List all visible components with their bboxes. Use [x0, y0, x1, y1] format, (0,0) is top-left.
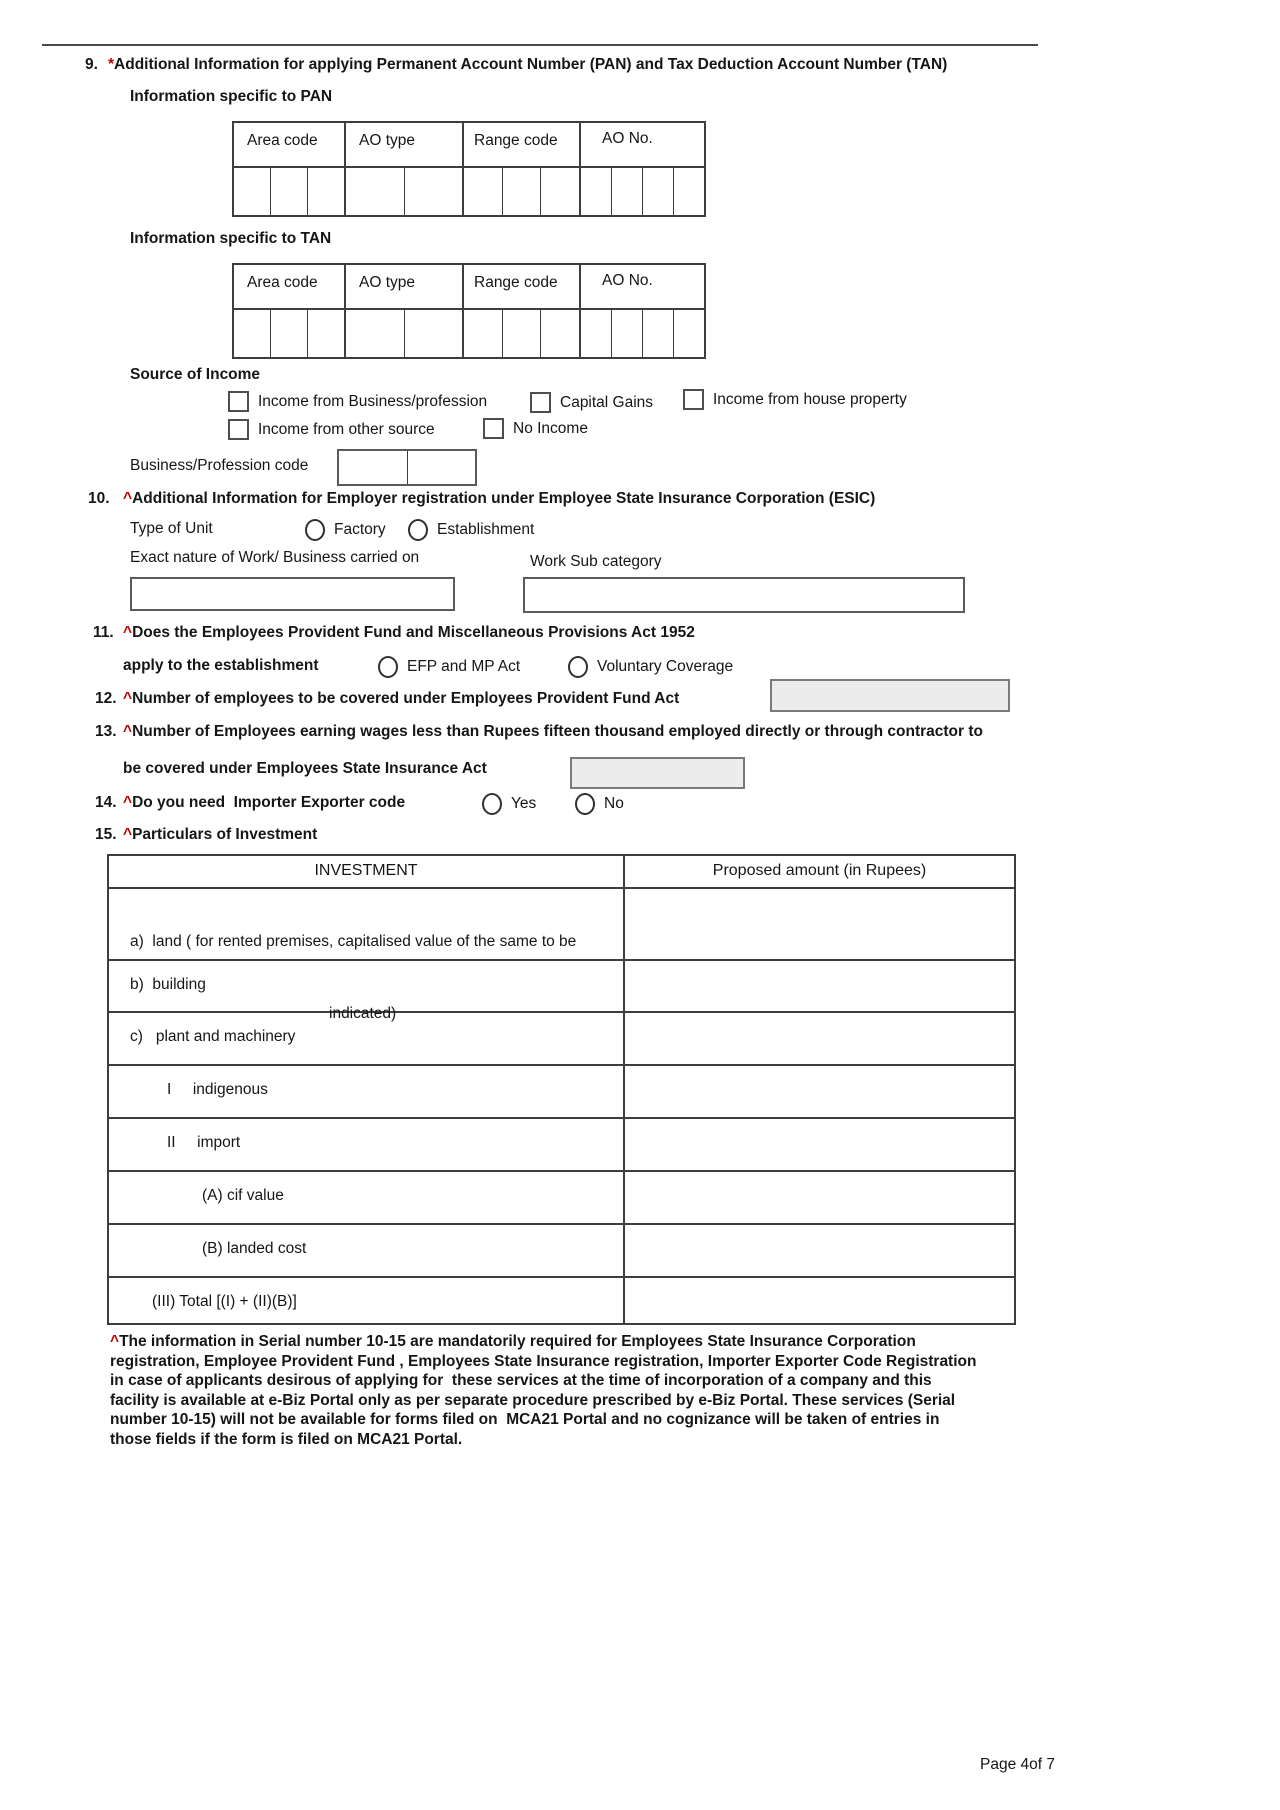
- tan-range-code-boxes: [464, 310, 581, 357]
- establishment-radio[interactable]: [408, 519, 428, 541]
- capital-gains-label: Capital Gains: [560, 393, 654, 411]
- iec-no-radio[interactable]: [575, 793, 595, 815]
- indigenous-label: I indigenous: [109, 1066, 625, 1117]
- no-income-checkbox[interactable]: [483, 418, 504, 439]
- income-house-property-checkbox[interactable]: [683, 389, 704, 410]
- char-box[interactable]: [674, 168, 704, 215]
- pan-subheading: Information specific to PAN: [130, 88, 333, 105]
- establishment-option: [408, 519, 534, 541]
- investment-row-total: [109, 1276, 1014, 1323]
- no-income-option: [483, 418, 588, 439]
- section13-line2: be covered under Employees State Insurance Act: [123, 760, 487, 777]
- char-box[interactable]: [581, 168, 612, 215]
- char-box[interactable]: [643, 168, 674, 215]
- building-label: b) building: [109, 961, 625, 1011]
- investment-row-indigenous: [109, 1064, 1014, 1117]
- required-caret: ^: [123, 723, 133, 740]
- income-business-label: Income from Business/profession: [258, 392, 488, 410]
- section14-heading: [95, 794, 405, 812]
- char-box[interactable]: [405, 310, 463, 357]
- section11-line2: apply to the establishment: [123, 657, 319, 674]
- land-label-line2: indicated): [329, 1005, 397, 1022]
- factory-label: Factory: [334, 521, 386, 538]
- work-subcategory-label: Work Sub category: [530, 553, 662, 570]
- section11-line1: Does the Employees Provident Fund and Miscellaneous Provisions Act 1952: [132, 624, 695, 641]
- section15-number: 15.: [95, 826, 117, 843]
- tan-ao-type-boxes: [346, 310, 464, 357]
- iec-yes-label: Yes: [511, 795, 537, 812]
- employees-esi-count-input[interactable]: [570, 757, 745, 789]
- char-box[interactable]: [674, 310, 704, 357]
- required-caret: ^: [110, 1333, 120, 1350]
- char-box[interactable]: [346, 310, 405, 357]
- investment-row-import: [109, 1117, 1014, 1170]
- business-code-input: [337, 449, 477, 486]
- source-of-income-heading: Source of Income: [130, 366, 261, 383]
- proposed-amount-col-header: Proposed amount (in Rupees): [712, 862, 927, 879]
- char-box[interactable]: [581, 310, 612, 357]
- section14-title: Do you need Importer Exporter code: [132, 794, 406, 811]
- char-box[interactable]: [339, 451, 408, 484]
- factory-option: [305, 519, 386, 541]
- no-income-label: No Income: [513, 419, 588, 437]
- footnote-line: facility is available at e-Biz Portal only as per separate procedure prescribed by e-Biz Portal. These services (Serial: [110, 1391, 956, 1409]
- char-box[interactable]: [405, 168, 463, 215]
- footnote-line: The information in Serial number 10-15 are mandatorily required for Employees State Insurance Corporation: [119, 1333, 916, 1350]
- char-box[interactable]: [346, 168, 405, 215]
- amount-cell[interactable]: [625, 1013, 1014, 1064]
- char-box[interactable]: [408, 451, 476, 484]
- amount-cell[interactable]: [625, 1066, 1014, 1117]
- section12-heading: [95, 690, 679, 708]
- char-box[interactable]: [612, 168, 643, 215]
- section13-heading: [95, 723, 983, 741]
- type-of-unit-label: Type of Unit: [130, 520, 213, 537]
- section9-heading: [85, 56, 947, 74]
- section15-title: Particulars of Investment: [132, 826, 318, 843]
- pan-col-range-code: Range code: [464, 123, 581, 166]
- amount-cell[interactable]: [625, 961, 1014, 1011]
- char-box[interactable]: [234, 310, 271, 357]
- char-box[interactable]: [464, 310, 503, 357]
- char-box[interactable]: [271, 310, 308, 357]
- footnote-line: in case of applicants desirous of applying for these services at the time of incorporation of a company and this: [110, 1372, 932, 1389]
- investment-row-cif-value: [109, 1170, 1014, 1223]
- tan-subheading: Information specific to TAN: [130, 230, 332, 247]
- pan-ao-no-boxes: [581, 168, 704, 215]
- income-other-source-option: [228, 419, 435, 440]
- pan-col-ao-no: AO No.: [602, 130, 653, 147]
- section10-number: 10.: [88, 490, 110, 507]
- char-box[interactable]: [234, 168, 271, 215]
- establishment-label: Establishment: [437, 521, 535, 538]
- amount-cell[interactable]: [625, 1119, 1014, 1170]
- voluntary-coverage-option: [568, 656, 733, 678]
- employees-pf-count-input[interactable]: [770, 679, 1010, 712]
- work-subcategory-input[interactable]: [523, 577, 965, 613]
- footnote-line: registration, Employee Provident Fund , Employees State Insurance registration, Importer Exporter Code Registration: [110, 1352, 977, 1370]
- char-box[interactable]: [541, 168, 579, 215]
- income-business-option: [228, 391, 487, 412]
- char-box[interactable]: [308, 310, 344, 357]
- required-caret: ^: [123, 690, 133, 707]
- amount-cell[interactable]: [625, 1172, 1014, 1223]
- footnote-line: those fields if the form is filed on MCA21 Portal.: [110, 1430, 463, 1448]
- iec-yes-radio[interactable]: [482, 793, 502, 815]
- section9-number: 9.: [85, 56, 98, 73]
- efp-mp-act-radio[interactable]: [378, 656, 398, 678]
- required-caret: ^: [123, 826, 133, 843]
- top-divider: [42, 44, 1038, 46]
- char-box[interactable]: [271, 168, 308, 215]
- investment-row-building: [109, 959, 1014, 1011]
- pan-area-code-boxes: [234, 168, 346, 215]
- efp-mp-act-option: [378, 656, 520, 678]
- cif-value-label: (A) cif value: [109, 1172, 625, 1223]
- investment-col-header: INVESTMENT: [109, 856, 625, 887]
- pan-col-ao-type: AO type: [346, 123, 464, 166]
- pan-ao-table: [232, 121, 706, 217]
- iec-yes-option: [482, 793, 536, 815]
- char-box[interactable]: [464, 168, 503, 215]
- footnote: [110, 1332, 976, 1449]
- nature-of-work-input[interactable]: [130, 577, 455, 611]
- char-box[interactable]: [308, 168, 344, 215]
- tan-col-range-code: Range code: [464, 265, 581, 308]
- efp-mp-act-label: EFP and MP Act: [407, 658, 521, 675]
- income-house-property-option: [683, 389, 907, 410]
- char-box[interactable]: [503, 168, 542, 215]
- footnote-line: number 10-15) will not be available for forms filed on MCA21 Portal and no cognizance will be taken of entries in: [110, 1411, 940, 1428]
- voluntary-coverage-radio[interactable]: [568, 656, 588, 678]
- char-box[interactable]: [541, 310, 579, 357]
- amount-cell[interactable]: [625, 889, 1014, 959]
- char-box[interactable]: [503, 310, 542, 357]
- tan-ao-no-boxes: [581, 310, 704, 357]
- required-star: *: [108, 56, 115, 73]
- pan-col-area-code: Area code: [234, 123, 346, 166]
- investment-header-row: [109, 856, 1014, 887]
- plant-machinery-label: c) plant and machinery: [109, 1013, 625, 1064]
- char-box[interactable]: [612, 310, 643, 357]
- tan-col-area-code: Area code: [234, 265, 346, 308]
- tan-ao-header-row: [234, 265, 704, 308]
- tan-area-code-boxes: [234, 310, 346, 357]
- iec-no-option: [575, 793, 624, 815]
- pan-ao-input-row: [234, 166, 704, 215]
- iec-no-label: No: [604, 795, 624, 812]
- capital-gains-checkbox[interactable]: [530, 392, 551, 413]
- section13-line1: Number of Employees earning wages less than Rupees fifteen thousand employed directly or through contractor to: [132, 723, 983, 740]
- required-caret: ^: [123, 490, 133, 507]
- land-label: a) land ( for rented premises, capitalised value of the same to be: [130, 933, 577, 950]
- section14-number: 14.: [95, 794, 117, 811]
- import-label: II import: [109, 1119, 625, 1170]
- pan-range-code-boxes: [464, 168, 581, 215]
- section13-number: 13.: [95, 723, 117, 740]
- investment-table: [107, 854, 1016, 1325]
- business-code-label: Business/Profession code: [130, 457, 309, 474]
- tan-col-ao-type: AO type: [346, 265, 464, 308]
- landed-cost-label: (B) landed cost: [109, 1225, 625, 1276]
- char-box[interactable]: [643, 310, 674, 357]
- section11-heading: [93, 624, 695, 642]
- factory-radio[interactable]: [305, 519, 325, 541]
- section11-number: 11.: [93, 624, 114, 641]
- section10-heading: [88, 490, 875, 508]
- required-caret: ^: [123, 624, 133, 641]
- section9-title: Additional Information for applying Permanent Account Number (PAN) and Tax Deduction Account Number (TAN): [114, 56, 948, 73]
- income-other-source-checkbox[interactable]: [228, 419, 249, 440]
- total-label: (III) Total [(I) + (II)(B)]: [109, 1278, 625, 1323]
- pan-ao-header-row: [234, 123, 704, 166]
- income-other-source-label: Income from other source: [258, 420, 435, 438]
- section12-title: Number of employees to be covered under Employees Provident Fund Act: [132, 690, 680, 707]
- nature-of-work-label: Exact nature of Work/ Business carried on: [130, 549, 420, 566]
- page-number: Page 4of 7: [980, 1756, 1055, 1773]
- tan-ao-table: [232, 263, 706, 359]
- voluntary-coverage-label: Voluntary Coverage: [597, 658, 734, 675]
- amount-cell[interactable]: [625, 1225, 1014, 1276]
- section10-title: Additional Information for Employer registration under Employee State Insurance Corporation (ESIC): [132, 490, 876, 507]
- investment-row-plant-machinery: [109, 1011, 1014, 1064]
- income-house-property-label: Income from house property: [713, 390, 907, 408]
- tan-ao-input-row: [234, 308, 704, 357]
- income-business-checkbox[interactable]: [228, 391, 249, 412]
- amount-cell[interactable]: [625, 1278, 1014, 1323]
- investment-row-landed-cost: [109, 1223, 1014, 1276]
- tan-col-ao-no: AO No.: [602, 272, 653, 289]
- section12-number: 12.: [95, 690, 117, 707]
- section15-heading: [95, 826, 317, 844]
- capital-gains-option: [530, 392, 653, 413]
- pan-ao-type-boxes: [346, 168, 464, 215]
- required-caret: ^: [123, 794, 133, 811]
